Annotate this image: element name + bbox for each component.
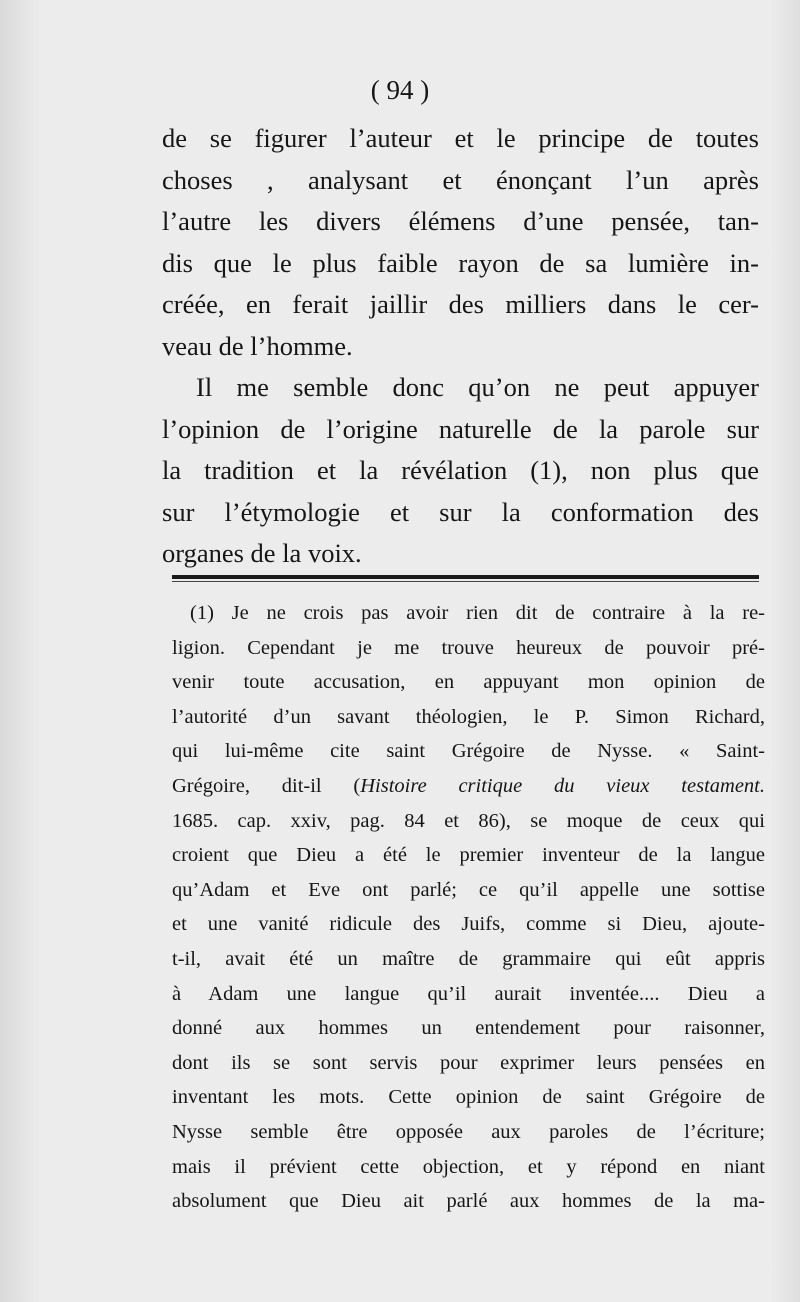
page-edge-shadow-right bbox=[770, 0, 800, 1302]
footnote-line: à Adam une langue qu’il aurait inventée.... Dieu a bbox=[172, 982, 765, 1005]
footnote-line: donné aux hommes un entendement pour raisonner, bbox=[172, 1017, 765, 1040]
body-line: créée, en ferait jaillir des milliers dans le cer- bbox=[162, 289, 759, 319]
footnote-line: croient que Dieu a été le premier inventeur de la langue bbox=[172, 844, 765, 867]
footnote-line: et une vanité ridicule des Juifs, comme si Dieu, ajoute- bbox=[172, 913, 765, 936]
body-line: dis que le plus faible rayon de sa lumière in- bbox=[162, 247, 759, 278]
body-line: sur l’étymologie et sur la conformation des bbox=[162, 496, 759, 527]
footnote-line: qu’Adam et Eve ont parlé; ce qu’il appelle une sottise bbox=[172, 878, 765, 901]
footnote-line: (1) Je ne crois pas avoir rien dit de contraire à la re- bbox=[190, 602, 765, 624]
footnote-line: dont ils se sont servis pour exprimer leurs pensées en bbox=[172, 1051, 765, 1074]
body-line: organes de la voix. bbox=[162, 538, 362, 568]
body-line: l’opinion de l’origine naturelle de la parole sur bbox=[162, 413, 759, 444]
footnote-line: 1685. cap. xxiv, pag. 84 et 86), se moque de ceux qui bbox=[172, 809, 765, 832]
footnote-line: inventant les mots. Cette opinion de saint Grégoire de bbox=[172, 1086, 765, 1109]
footnote-line bbox=[172, 769, 765, 804]
footnote-line: ligion. Cependant je me trouve heureux de pouvoir pré- bbox=[172, 636, 765, 659]
main-text-block bbox=[162, 118, 759, 575]
page-number: ( 94 ) bbox=[370, 75, 430, 105]
footnote-text: Grégoire, dit-il ( bbox=[172, 774, 361, 797]
body-line: veau de l’homme. bbox=[162, 330, 353, 361]
footnote-separator-thin-rule bbox=[172, 581, 759, 582]
footnote-line: t-il, avait été un maître de grammaire qui eût appris bbox=[172, 947, 765, 970]
footnote-line: l’autorité d’un savant théologien, le P. Simon Richard, bbox=[172, 705, 765, 728]
body-line: choses , analysant et énonçant l’un après bbox=[162, 164, 759, 195]
body-line: la tradition et la révélation (1), non plus que bbox=[162, 455, 759, 485]
body-line: de se figurer l’auteur et le principe de toutes bbox=[162, 123, 759, 153]
footnote-cited-title: Histoire critique du vieux testament. bbox=[360, 774, 765, 797]
footnote-line: mais il prévient cette objection, et y répond en niant bbox=[172, 1155, 765, 1178]
body-line: Il me semble donc qu’on ne peut appuyer bbox=[196, 372, 759, 402]
footnote-line: Nysse semble être opposée aux paroles de l’écriture; bbox=[172, 1120, 765, 1143]
footnote-separator-rule bbox=[172, 575, 759, 579]
footnote-line: venir toute accusation, en appuyant mon opinion de bbox=[172, 671, 765, 694]
footnote-line: qui lui-même cite saint Grégoire de Nysse. « Saint- bbox=[172, 740, 765, 763]
body-line: l’autre les divers élémens d’une pensée, tan- bbox=[162, 206, 759, 236]
page-edge-shadow-left bbox=[0, 0, 40, 1302]
footnote-block bbox=[172, 596, 765, 1219]
footnote-line: absolument que Dieu ait parlé aux hommes de la ma- bbox=[172, 1190, 765, 1213]
